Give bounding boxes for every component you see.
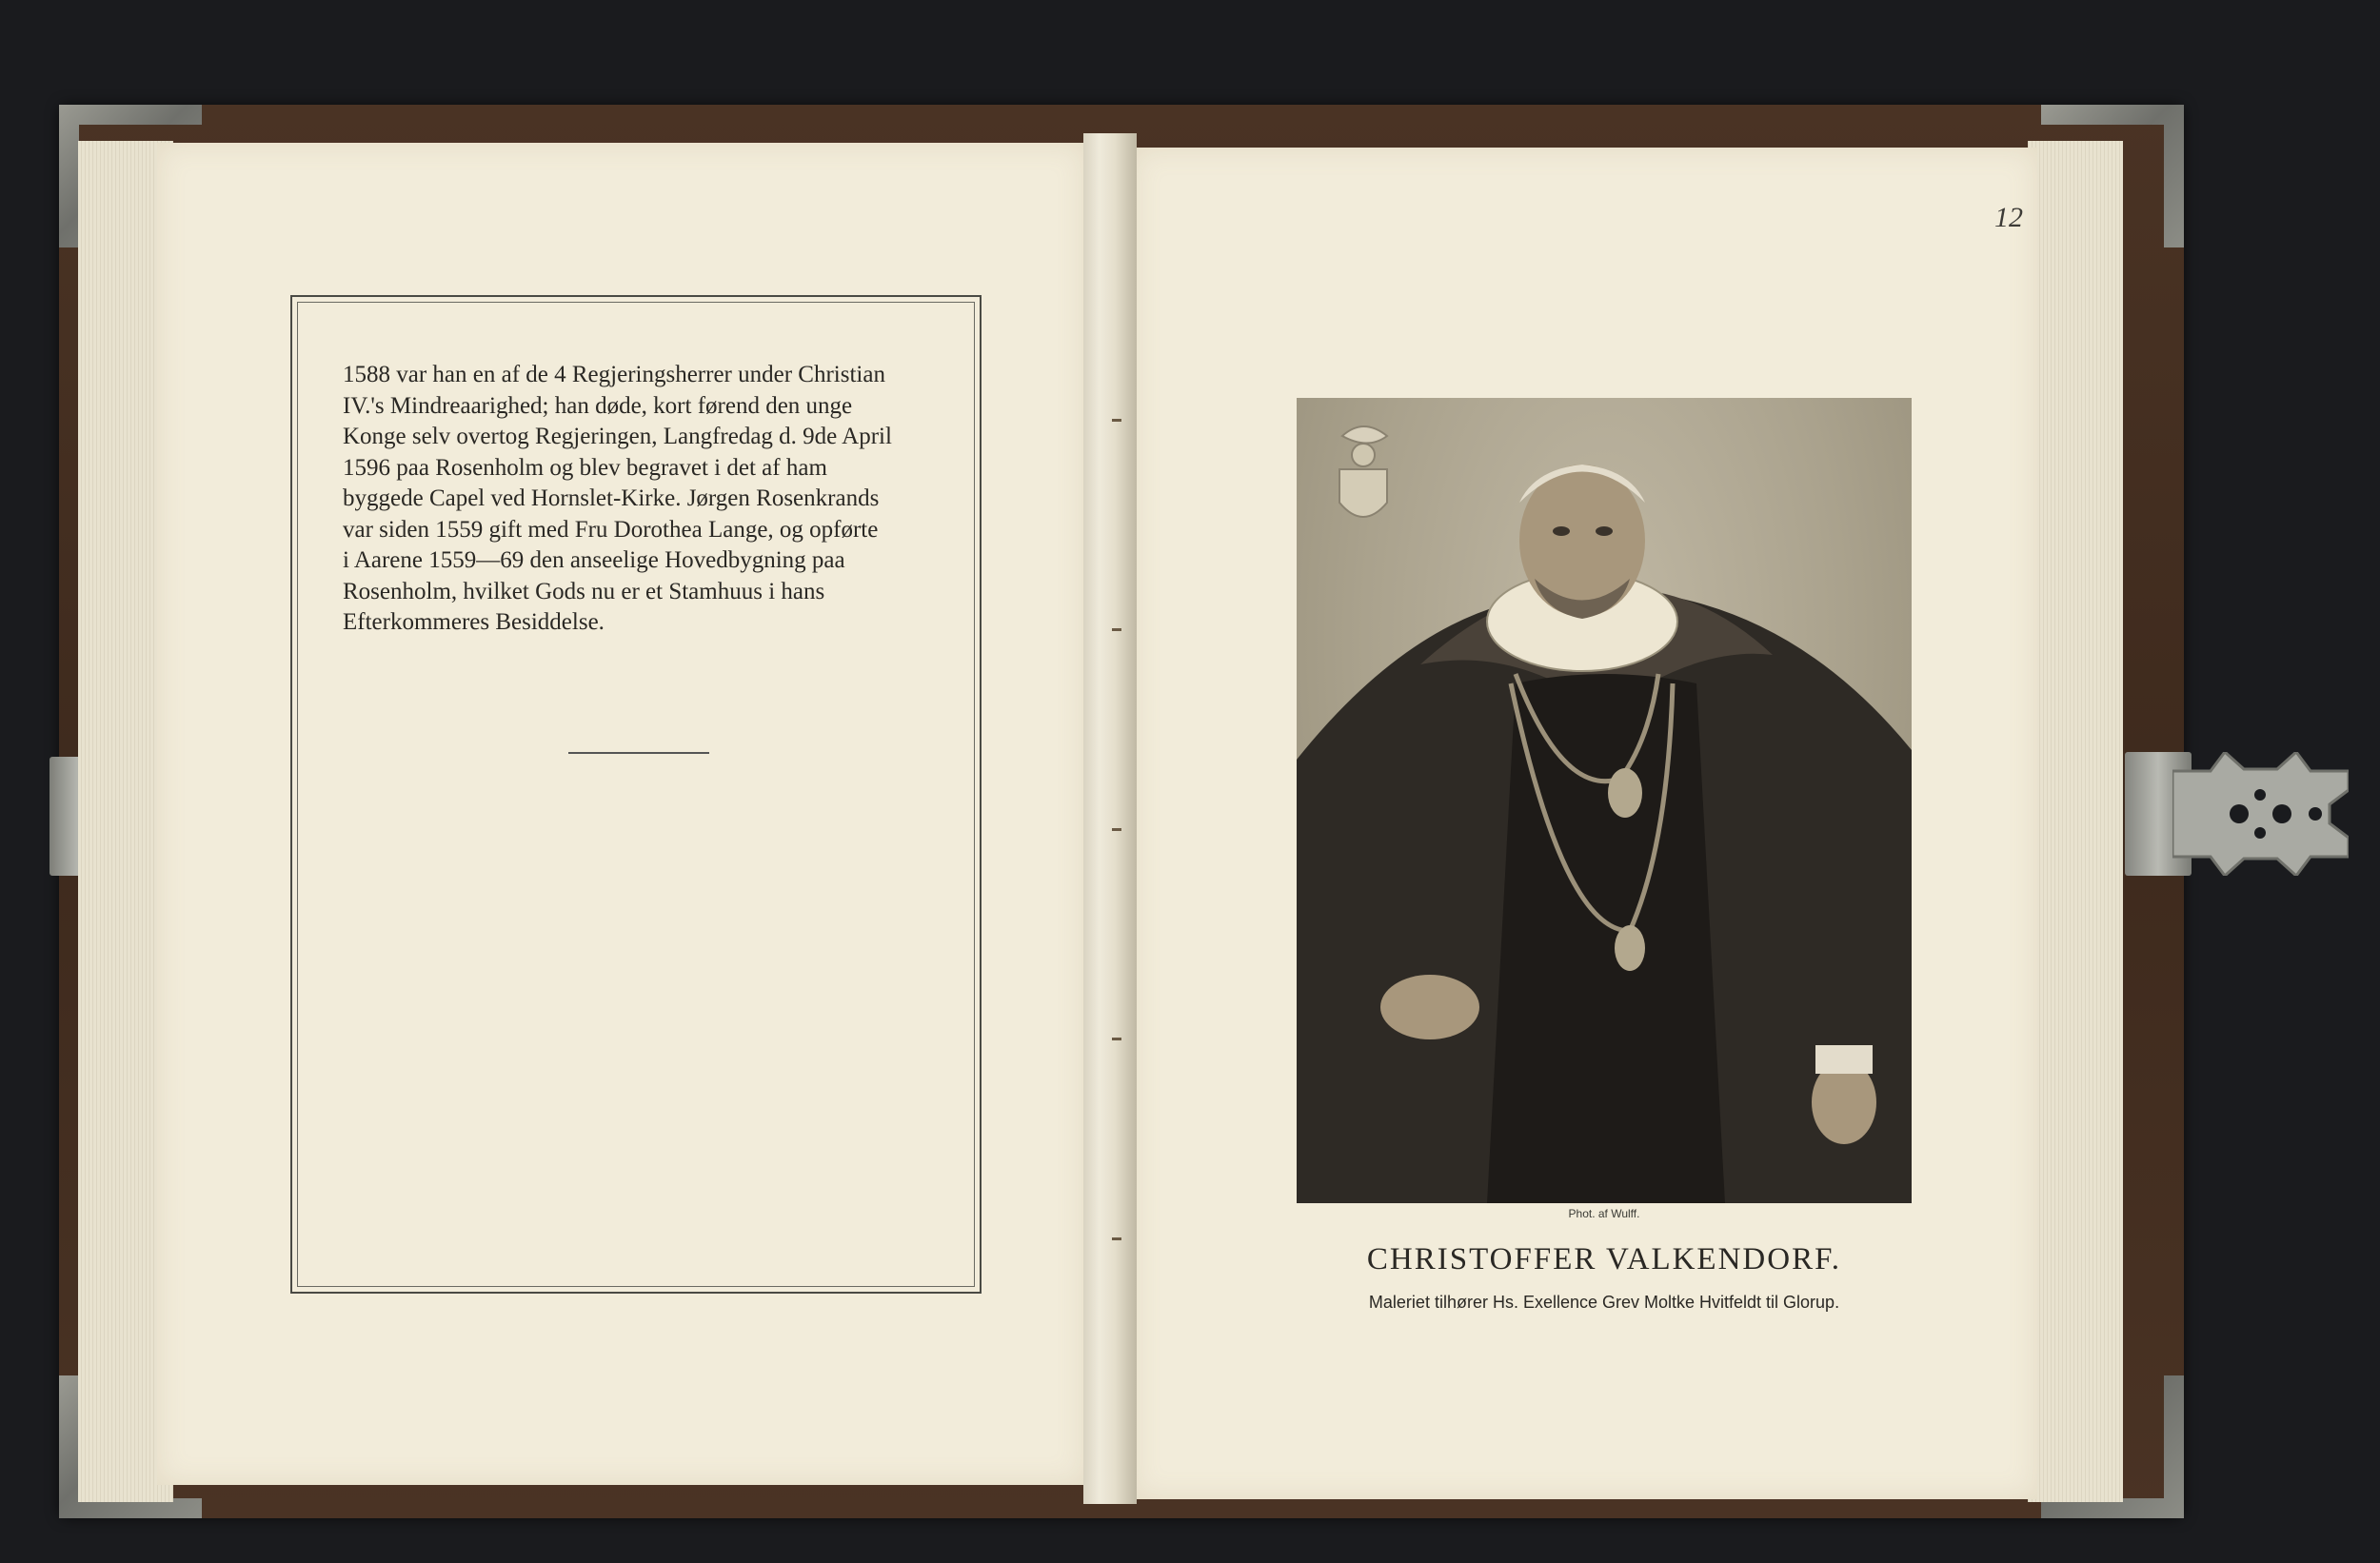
binding-stitch: [1112, 628, 1121, 631]
binding-stitch: [1112, 419, 1121, 422]
binding-stitch: [1112, 1237, 1121, 1240]
binding-stitch: [1112, 828, 1121, 831]
text-line: Konge selv overtog Regjeringen, Langfredag d. 9de April: [343, 424, 892, 449]
body-text: [343, 360, 928, 639]
text-line: 1588 var han en af de 4 Regjeringsherrer under Christian: [343, 362, 885, 387]
coat-of-arms-icon: [1339, 426, 1387, 517]
book-gutter: [1083, 133, 1137, 1504]
text-line: var siden 1559 gift med Fru Dorothea Lange, og opførte: [343, 516, 879, 543]
section-divider: [568, 752, 709, 754]
portrait-title: CHRISTOFFER VALKENDORF.: [1366, 1242, 1842, 1276]
text-line: byggede Capel ved Hornslet-Kirke. Jørgen Rosenkrands: [343, 485, 880, 511]
text-line: 1596 paa Rosenholm og blev begravet i det af ham: [343, 454, 827, 481]
text-line: i Aarene 1559—69 den anseelige Hovedbygning paa: [343, 547, 845, 573]
photo-credit: Phot. af Wulff.: [1568, 1207, 1640, 1220]
page-number: 12: [1994, 202, 2023, 233]
page-edges-right: [2028, 141, 2123, 1502]
text-line: Rosenholm, hvilket Gods nu er et Stamhuus i hans: [343, 578, 825, 604]
text-line: IV.'s Mindreaarighed; han døde, kort førend den unge: [343, 392, 853, 419]
clasp-ornament-icon: [2172, 752, 2349, 876]
portrait-caption: Maleriet tilhører Hs. Exellence Grev Moltke Hvitfeldt til Glorup.: [1368, 1293, 1840, 1312]
text-line: Efterkommeres Besiddelse.: [343, 609, 605, 635]
binding-stitch: [1112, 1038, 1121, 1040]
portrait-photograph: [1297, 398, 1912, 1203]
